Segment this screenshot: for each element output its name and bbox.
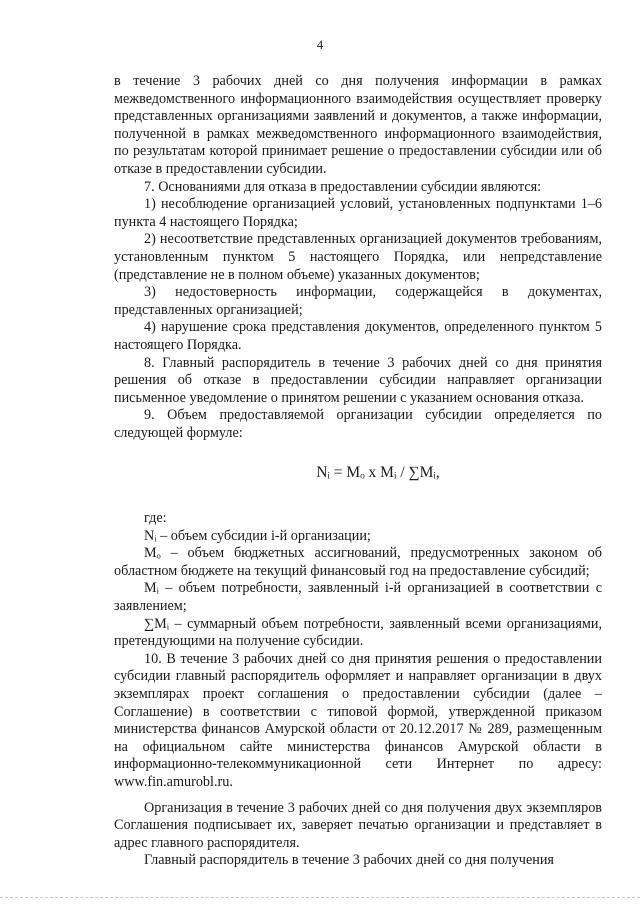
where-label: где: (144, 510, 167, 527)
definition-ni: Nᵢ – объем субсидии i-й организации; (144, 527, 371, 544)
refusal-ground-1: 1) несоблюдение организацией условий, установленных подпунктами 1–6 пункта 4 настоящего Порядка; (114, 196, 602, 230)
paragraph-distributor-continuation: Главный распорядитель в течение 3 рабочих дней со дня получения (144, 852, 554, 869)
paragraph-8: 8. Главный распорядитель в течение 3 рабочих дней со дня принятия решения об отказе в предоставлении субсидии направляет организации письменное уведомление о принятом решении с указанием основания отказа. (114, 354, 602, 406)
paragraph-organization-signing: Организация в течение 3 рабочих дней со дня получения двух экземпляров Соглашения подписывает их, заверяет печатью организации и представляет в адрес главного распорядителя. (114, 799, 602, 851)
page-number: 4 (316, 38, 324, 52)
document-body (114, 73, 602, 870)
definition-sum-mi: ∑Mᵢ – суммарный объем потребности, заявленный всеми организациями, претендующими на получение субсидии. (114, 615, 602, 650)
paragraph-9: 9. Объем предоставляемой организации субсидии определяется по следующей формуле: (114, 407, 602, 441)
paragraph-6-continuation: в течение 3 рабочих дней со дня получения информации в рамках межведомственного информационного взаимодействия осуществляет проверку представленных организациями заявлений и документов, а также информации, полученной в рамках межведомственного информационного взаимодействия, по результатам которой принимает решение о предоставлении субсидии или об отказе в предоставлении субсидии. (114, 73, 602, 177)
paragraph-10: 10. В течение 3 рабочих дней со дня принятия решения о предоставлении субсидии главный распорядитель оформляет и направляет организации в двух экземплярах проект соглашения о предоставлении субсидии (далее – Соглашение) в соответствии с типовой формой, утвержденной приказом министерства финансов Амурской области от 20.12.2017 № 289, размещенным на официальном сайте министерства финансов Амурской области в информационно-телекоммуникационной сети Интернет по адресу: www.fin.amurobl.ru. (114, 650, 602, 790)
subsidy-formula: Nᵢ = Mₒ x Mᵢ / ∑Mᵢ, (316, 464, 440, 482)
refusal-ground-2: 2) несоответствие представленных организацией документов требованиям, установленным пунктом 5 настоящего Порядка, или непредставление (представление не в полном объеме) указанных документов; (114, 231, 602, 283)
paragraph-7-heading: 7. Основаниями для отказа в предоставлении субсидии являются: (144, 178, 542, 195)
definition-mi: Mᵢ – объем потребности, заявленный i-й организацией в соответствии с заявлением; (114, 580, 602, 615)
definition-mo: Mₒ – объем бюджетных ассигнований, предусмотренных законом об областном бюджете на текущий финансовый год на предоставление субсидий; (114, 545, 602, 579)
refusal-ground-3: 3) недостоверность информации, содержащейся в документах, представленных организацией; (114, 284, 602, 318)
refusal-ground-4: 4) нарушение срока представления документов, определенного пунктом 5 настоящего Порядка. (114, 319, 602, 353)
scan-edge-line (0, 897, 640, 899)
